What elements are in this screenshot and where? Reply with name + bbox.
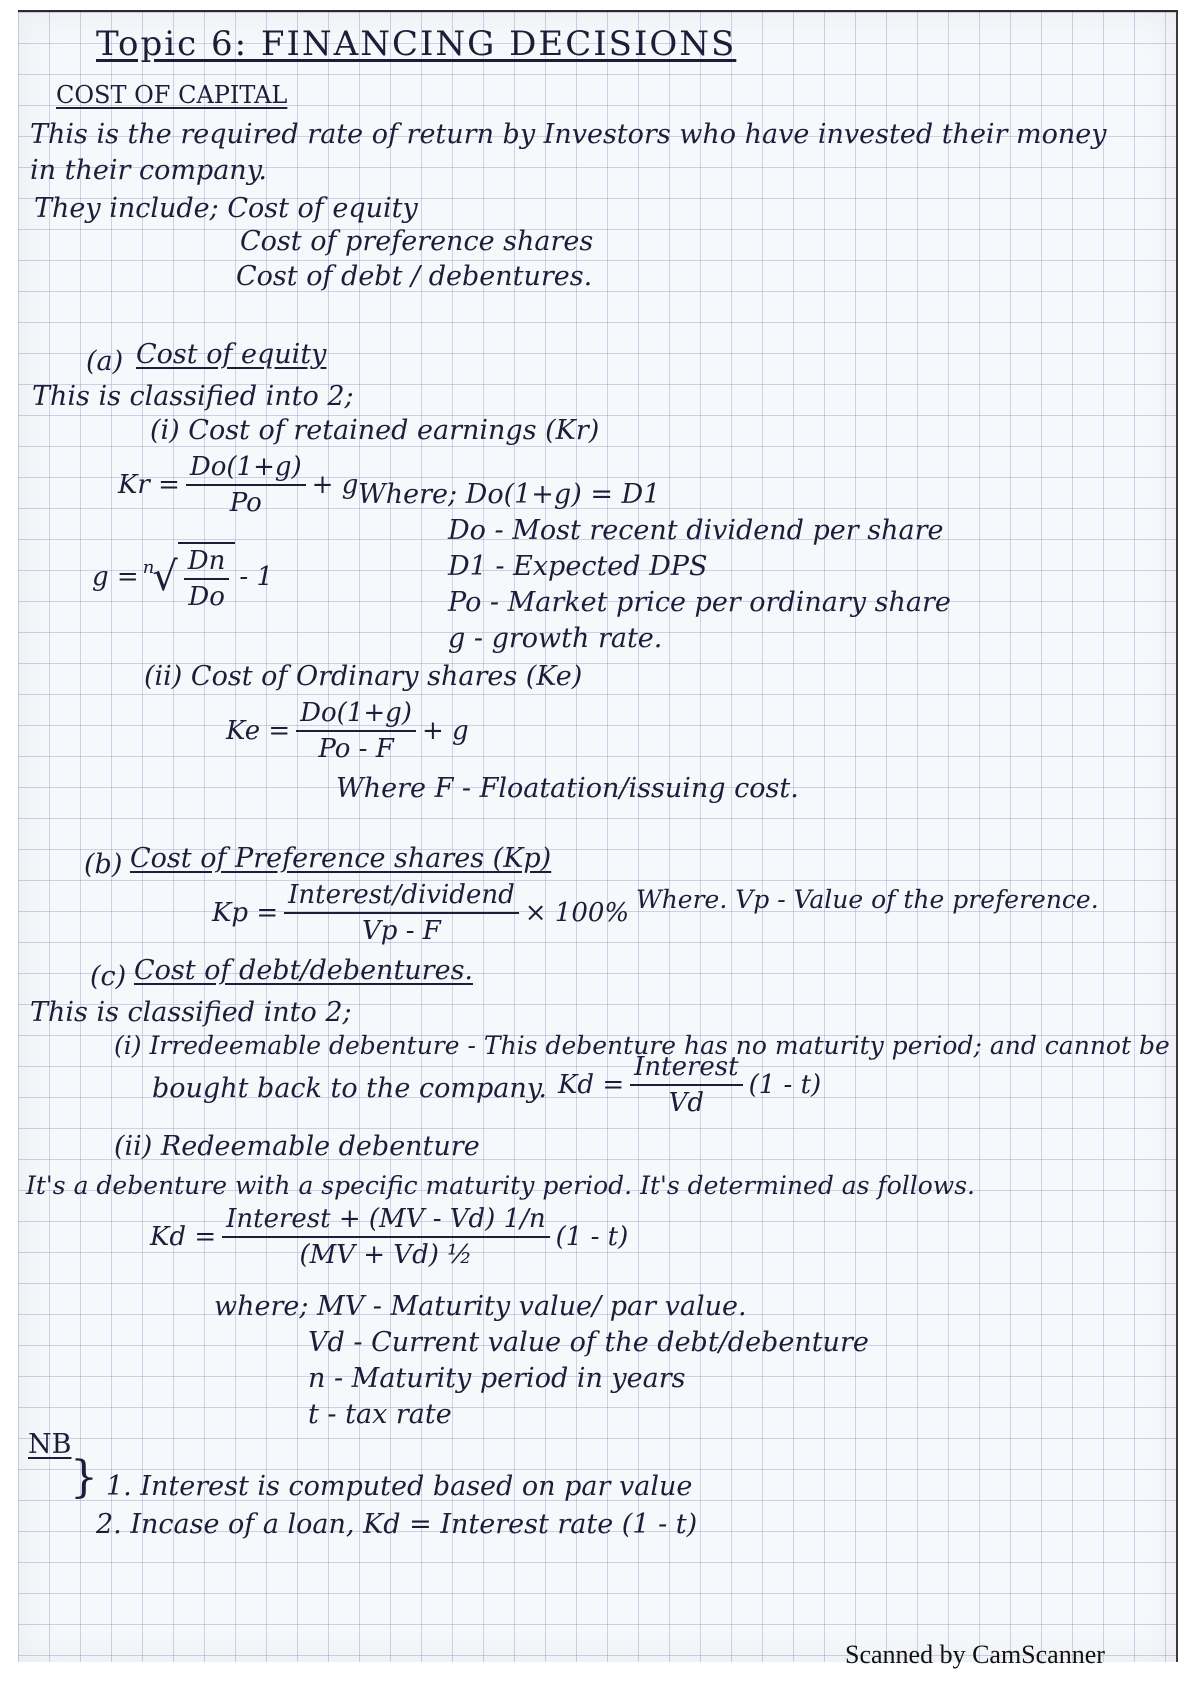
where-line-1: Where; Do(1+g) = D1 xyxy=(358,479,661,510)
where-line-2: Do - Most recent dividend per share xyxy=(448,515,944,546)
intro-line-1: This is the required rate of return by Investors who have invested their money xyxy=(30,119,1107,150)
kd1-lhs: Kd = xyxy=(558,1070,625,1100)
include-line-2: Cost of preference shares xyxy=(240,226,594,257)
kp-formula xyxy=(212,880,629,946)
kp-lhs: Kp = xyxy=(212,898,279,928)
kr-formula xyxy=(118,452,358,518)
kp-numerator: Interest/dividend xyxy=(284,880,519,914)
kp-tail: × 100% xyxy=(524,898,630,928)
where-line-4: Po - Market price per ordinary share xyxy=(448,587,951,618)
section-b-title: Cost of Preference shares (Kp) xyxy=(130,843,552,874)
kr-denominator: Po xyxy=(229,488,262,518)
graph-paper-sheet xyxy=(18,10,1178,1662)
kd1-tail: (1 - t) xyxy=(748,1070,822,1100)
kd1-denominator: Vd xyxy=(668,1088,705,1118)
redeemable-description: It's a debenture with a specific maturity period. It's determined as follows. xyxy=(26,1171,975,1200)
section-c-title: Cost of debt/debentures. xyxy=(134,955,474,986)
ke-formula xyxy=(226,698,469,764)
kp-denominator: Vp - F xyxy=(362,916,441,946)
radical-sign-icon: √ xyxy=(152,554,178,600)
nb-point-1: 1. Interest is computed based on par value xyxy=(106,1471,693,1502)
intro-line-2: in their company. xyxy=(30,155,267,186)
section-heading: COST OF CAPITAL xyxy=(56,81,288,109)
where2-line-4: t - tax rate xyxy=(308,1399,452,1430)
page-title: Topic 6: FINANCING DECISIONS xyxy=(96,24,737,64)
where2-line-2: Vd - Current value of the debt/debenture xyxy=(308,1327,869,1358)
kr-tail: + g xyxy=(311,470,359,500)
irredeemable-line-2: bought back to the company. xyxy=(152,1073,547,1104)
where-line-3: D1 - Expected DPS xyxy=(448,551,708,582)
scanner-watermark: Scanned by CamScanner xyxy=(845,1640,1105,1669)
nb-label: NB xyxy=(28,1429,72,1460)
kd2-tail: (1 - t) xyxy=(555,1222,629,1252)
ke-tail: + g xyxy=(421,716,469,746)
kr-numerator: Do(1+g) xyxy=(186,452,306,486)
ke-denominator: Po - F xyxy=(318,734,394,764)
where-line-5: g - growth rate. xyxy=(448,623,663,654)
section-a-intro: This is classified into 2; xyxy=(32,381,354,412)
where2-line-3: n - Maturity period in years xyxy=(308,1363,686,1394)
section-a-ii-heading: (ii) Cost of Ordinary shares (Ke) xyxy=(144,661,583,692)
nb-point-2: 2. Incase of a loan, Kd = Interest rate (1 - t) xyxy=(96,1509,698,1540)
kd2-numerator: Interest + (MV - Vd) 1/n xyxy=(222,1204,550,1238)
section-c-intro: This is classified into 2; xyxy=(30,997,352,1028)
where2-line-1: where; MV - Maturity value/ par value. xyxy=(214,1291,747,1322)
irredeemable-line-1: (i) Irredeemable debenture - This debenture has no maturity period; and cannot be xyxy=(114,1031,1170,1060)
redeemable-heading: (ii) Redeemable debenture xyxy=(114,1131,480,1162)
section-b-label: (b) xyxy=(84,849,123,880)
kd1-numerator: Interest xyxy=(630,1052,742,1086)
ke-lhs: Ke = xyxy=(226,716,291,746)
kp-where: Where. Vp - Value of the preference. xyxy=(636,885,1099,914)
curly-brace-icon: } xyxy=(70,1452,98,1503)
g-root-index: n xyxy=(142,556,155,578)
g-denominator: Do xyxy=(188,582,225,612)
section-a-label: (a) xyxy=(86,346,124,377)
g-tail: - 1 xyxy=(239,562,273,592)
kd2-lhs: Kd = xyxy=(150,1222,217,1252)
kr-lhs: Kr = xyxy=(118,470,180,500)
section-c-label: (c) xyxy=(90,961,127,992)
section-a-i-heading: (i) Cost of retained earnings (Kr) xyxy=(150,415,600,446)
section-a-title: Cost of equity xyxy=(136,339,327,370)
kd-redeemable-formula xyxy=(150,1204,628,1270)
ke-where: Where F - Floatation/issuing cost. xyxy=(336,773,799,804)
include-line-1: They include; Cost of equity xyxy=(34,193,418,224)
kd2-denominator: (MV + Vd) ½ xyxy=(299,1240,473,1270)
growth-formula xyxy=(92,542,273,612)
ke-numerator: Do(1+g) xyxy=(296,698,416,732)
kd-irredeemable-formula xyxy=(558,1052,821,1118)
include-line-3: Cost of debt / debentures. xyxy=(236,261,593,292)
g-lhs: g = xyxy=(92,562,139,592)
g-numerator: Dn xyxy=(184,546,230,580)
